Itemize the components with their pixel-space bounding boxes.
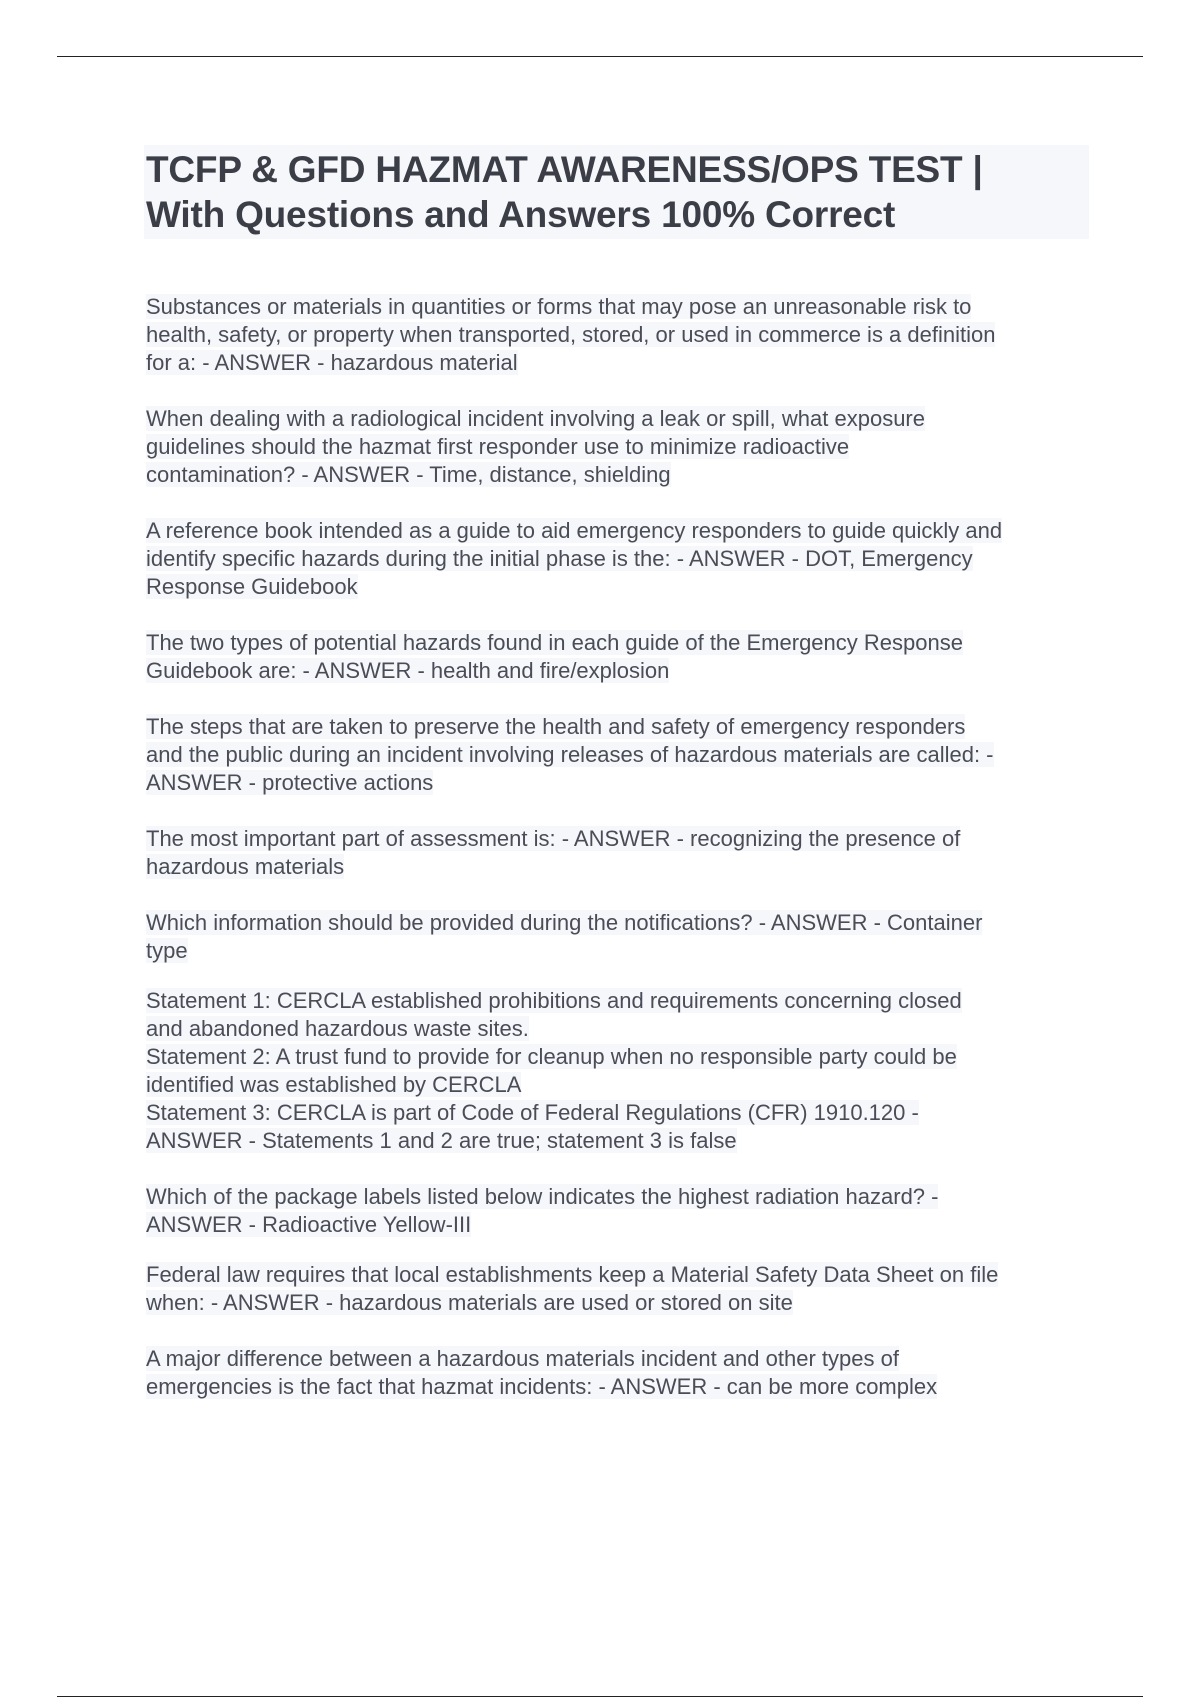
- qa-line: identify specific hazards during the initial phase is the: - ANSWER - DOT, Emergency: [146, 546, 973, 571]
- qa-line: emergencies is the fact that hazmat incidents: - ANSWER - can be more complex: [146, 1374, 938, 1399]
- qa-line: The most important part of assessment is: - ANSWER - recognizing the presence of: [146, 826, 961, 851]
- title-line-2: With Questions and Answers 100% Correct: [146, 194, 896, 235]
- qa-line: and abandoned hazardous waste sites.: [146, 1016, 529, 1041]
- qa-line: hazardous materials: [146, 854, 345, 879]
- qa-line: Statement 3: CERCLA is part of Code of Federal Regulations (CFR) 1910.120 -: [146, 1100, 919, 1125]
- qa-item-9: [146, 1183, 1096, 1239]
- title-line-1: TCFP & GFD HAZMAT AWARENESS/OPS TEST |: [146, 149, 983, 190]
- qa-line: ANSWER - protective actions: [146, 770, 434, 795]
- qa-line: when: - ANSWER - hazardous materials are used or stored on site: [146, 1290, 793, 1315]
- qa-line: ANSWER - Statements 1 and 2 are true; statement 3 is false: [146, 1128, 737, 1153]
- qa-line: A reference book intended as a guide to aid emergency responders to guide quickly and: [146, 518, 1003, 543]
- bottom-rule: [57, 1696, 1143, 1697]
- qa-line: Substances or materials in quantities or forms that may pose an unreasonable risk to: [146, 294, 972, 319]
- qa-line: health, safety, or property when transported, stored, or used in commerce is a definition: [146, 322, 996, 347]
- qa-item-5: [146, 713, 1096, 797]
- qa-item-2: [146, 405, 1096, 489]
- qa-line: Statement 2: A trust fund to provide for cleanup when no responsible party could be: [146, 1044, 957, 1069]
- qa-list: [146, 293, 1096, 1429]
- qa-line: Response Guidebook: [146, 574, 358, 599]
- qa-item-7: [146, 909, 1096, 965]
- qa-item-4: [146, 629, 1096, 685]
- qa-line: The two types of potential hazards found in each guide of the Emergency Response: [146, 630, 963, 655]
- qa-item-8: [146, 987, 1096, 1155]
- qa-line: contamination? - ANSWER - Time, distance, shielding: [146, 462, 671, 487]
- qa-line: A major difference between a hazardous materials incident and other types of: [146, 1346, 899, 1371]
- qa-line: for a: - ANSWER - hazardous material: [146, 350, 518, 375]
- document-title: [146, 147, 1086, 237]
- qa-line: guidelines should the hazmat first responder use to minimize radioactive: [146, 434, 850, 459]
- qa-line: Which information should be provided during the notifications? - ANSWER - Container: [146, 910, 983, 935]
- qa-item-1: [146, 293, 1096, 377]
- qa-line: Guidebook are: - ANSWER - health and fire/explosion: [146, 658, 670, 683]
- qa-item-10: [146, 1261, 1096, 1317]
- qa-line: When dealing with a radiological incident involving a leak or spill, what exposure: [146, 406, 925, 431]
- qa-line: Statement 1: CERCLA established prohibitions and requirements concerning closed: [146, 988, 962, 1013]
- qa-line: Which of the package labels listed below indicates the highest radiation hazard? -: [146, 1184, 939, 1209]
- qa-item-6: [146, 825, 1096, 881]
- qa-line: type: [146, 938, 188, 963]
- qa-line: The steps that are taken to preserve the health and safety of emergency responders: [146, 714, 966, 739]
- qa-line: ANSWER - Radioactive Yellow-III: [146, 1212, 472, 1237]
- qa-line: identified was established by CERCLA: [146, 1072, 522, 1097]
- qa-item-11: [146, 1345, 1096, 1401]
- top-rule: [57, 56, 1143, 57]
- qa-line: and the public during an incident involving releases of hazardous materials are called: -: [146, 742, 994, 767]
- qa-item-3: [146, 517, 1096, 601]
- qa-line: Federal law requires that local establishments keep a Material Safety Data Sheet on file: [146, 1262, 999, 1287]
